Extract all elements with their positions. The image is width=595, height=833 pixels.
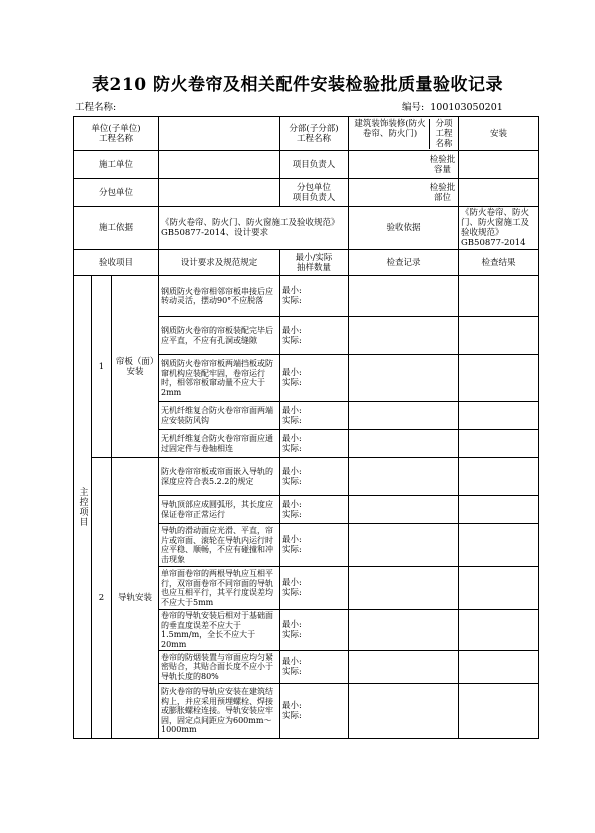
document-title: 表210 防火卷帘及相关配件安装检验批质量验收记录: [92, 75, 503, 95]
item-name-label: 分项工程名称: [429, 119, 456, 149]
subcontract-unit-value[interactable]: [159, 179, 280, 207]
requirement-text: 钢质防火卷帘的帘板装配完毕后应平直，不应有孔洞或缝隙: [159, 317, 280, 355]
actual-label: 实际:: [282, 296, 302, 306]
min-label: 最小:: [282, 368, 302, 378]
record-cell[interactable]: [349, 684, 459, 739]
actual-label: 实际:: [282, 335, 302, 346]
code-label: 编号:: [402, 102, 425, 113]
group-number: 1: [92, 276, 112, 458]
record-code: [402, 99, 503, 113]
main-control-label: 主控项目: [74, 276, 92, 739]
subunit-name-label: 分部(子分部) 工程名称: [280, 117, 349, 151]
min-label: 最小:: [282, 657, 302, 667]
requirement-text: 导轨的滑动面应光滑、平直，帘片或帘面、滚轮在导轨内运行时应平稳、顺畅，不应有碰撞和冲击现象: [159, 524, 280, 567]
actual-label: 实际:: [282, 443, 302, 454]
subunit-name-value: [349, 117, 459, 151]
requirement-text: 单帘面卷帘的两根导轨应互相平行，双帘面卷帘不同帘面的导轨也应互相平行，其平行度误差均不应大于5mm: [159, 567, 280, 610]
actual-label: 实际:: [282, 588, 302, 598]
result-cell[interactable]: [459, 567, 539, 610]
min-label: 最小:: [282, 535, 302, 545]
construction-unit-label: 施工单位: [74, 151, 159, 179]
subunit-value: 建筑装饰装修(防火卷帘、防火门): [354, 118, 426, 139]
unit-name-label: 单位(子单位) 工程名称: [74, 117, 159, 151]
requirement-text: 卷帘的导轨安装后相对于基础面的垂直度误差不应大于1.5mm/m，全长不应大于20mm: [159, 610, 280, 651]
record-cell[interactable]: [349, 610, 459, 651]
sample-cell[interactable]: [280, 524, 349, 567]
group-number: 2: [92, 458, 112, 739]
col-result: 检查结果: [459, 250, 539, 276]
record-cell[interactable]: [349, 402, 459, 430]
min-label: 最小:: [282, 433, 302, 444]
min-label: 最小:: [282, 499, 302, 510]
min-label: 最小:: [282, 701, 302, 711]
result-cell[interactable]: [459, 317, 539, 355]
record-cell[interactable]: [349, 496, 459, 524]
requirement-text: 无机纤维复合防火卷帘帘面应通过固定件与卷轴相连: [159, 430, 280, 458]
basis-value: 《防火卷帘、防火门、防火窗施工及验收规范》GB50877-2014、设计要求: [159, 207, 349, 250]
actual-label: 实际:: [282, 415, 302, 426]
record-cell[interactable]: [349, 430, 459, 458]
record-cell[interactable]: [349, 524, 459, 567]
min-label: 最小:: [282, 325, 302, 336]
requirement-text: 防火卷帘的导轨应安装在建筑结构上，并应采用预埋螺栓、焊接或膨胀螺栓连接。导轨安装应牢固，固定点间距应为600mm～1000mm: [159, 684, 280, 739]
sample-cell[interactable]: [280, 402, 349, 430]
actual-label: 实际:: [282, 378, 302, 388]
sample-cell[interactable]: [280, 610, 349, 651]
item-name-value: 安装: [459, 117, 539, 151]
requirement-text: 防火卷帘帘板或帘面嵌入导轨的深度应符合表5.2.2的规定: [159, 458, 280, 496]
batch-location-label: 检验批部位: [429, 182, 456, 203]
sample-cell[interactable]: [280, 276, 349, 317]
col-sample: 最小/实际 抽样数量: [280, 250, 349, 276]
project-name-label: 工程名称:: [75, 102, 117, 113]
unit-name-value[interactable]: [159, 117, 280, 151]
result-cell[interactable]: [459, 458, 539, 496]
accept-basis-label: 验收依据: [349, 207, 459, 250]
record-cell[interactable]: [349, 317, 459, 355]
result-cell[interactable]: [459, 610, 539, 651]
project-lead-value: [349, 151, 459, 179]
record-cell[interactable]: [349, 355, 459, 402]
actual-label: 实际:: [282, 711, 302, 721]
min-label: 最小:: [282, 578, 302, 588]
construction-unit-value[interactable]: [159, 151, 280, 179]
result-cell[interactable]: [459, 684, 539, 739]
sample-cell[interactable]: [280, 651, 349, 684]
result-cell[interactable]: [459, 524, 539, 567]
subcontract-lead-value: [349, 179, 459, 207]
actual-label: 实际:: [282, 476, 302, 487]
item-row: [74, 276, 539, 317]
group-name: 帘板（面）安装: [112, 276, 159, 458]
acceptance-table: [73, 116, 539, 739]
col-record: 检查记录: [349, 250, 459, 276]
sample-cell[interactable]: [280, 458, 349, 496]
accept-basis-value: 《防火卷帘、防火门、防火窗施工及验收规范》GB50877-2014: [459, 207, 539, 250]
record-cell[interactable]: [349, 458, 459, 496]
min-label: 最小:: [282, 466, 302, 477]
col-requirement: 设计要求及规范规定: [159, 250, 280, 276]
subcontract-unit-label: 分包单位: [74, 179, 159, 207]
result-cell[interactable]: [459, 496, 539, 524]
requirement-text: 卷帘的防烟装置与帘面应均匀紧密贴合，其贴合面长度不应小于导轨长度的80%: [159, 651, 280, 684]
sample-cell[interactable]: [280, 430, 349, 458]
requirement-text: 钢质防火卷帘相邻帘板串接后应转动灵活，摆动90°不应脱落: [159, 276, 280, 317]
project-lead-label: 项目负责人: [280, 151, 349, 179]
sample-cell[interactable]: [280, 355, 349, 402]
result-cell[interactable]: [459, 430, 539, 458]
sample-cell[interactable]: [280, 317, 349, 355]
result-cell[interactable]: [459, 651, 539, 684]
record-cell[interactable]: [349, 276, 459, 317]
sample-cell[interactable]: [280, 496, 349, 524]
result-cell[interactable]: [459, 402, 539, 430]
result-cell[interactable]: [459, 355, 539, 402]
subcontract-lead-label: 分包单位 项目负责人: [280, 179, 349, 207]
actual-label: 实际:: [282, 509, 302, 520]
code-value: 100103050201: [430, 102, 503, 113]
actual-label: 实际:: [282, 667, 302, 677]
actual-label: 实际:: [282, 630, 302, 640]
min-label: 最小:: [282, 405, 302, 416]
sample-cell[interactable]: [280, 684, 349, 739]
col-item: 验收项目: [74, 250, 159, 276]
group-name: 导轨安装: [112, 458, 159, 739]
requirement-text: 钢质防火卷帘帘板两端挡板或防窜机构应装配牢固，卷帘运行时，相邻帘板窜动量不应大于2mm: [159, 355, 280, 402]
record-cell[interactable]: [349, 567, 459, 610]
requirement-text: 无机纤维复合防火卷帘帘面两端应安装防风钩: [159, 402, 280, 430]
sample-cell[interactable]: [280, 567, 349, 610]
actual-label: 实际:: [282, 545, 302, 555]
record-cell[interactable]: [349, 651, 459, 684]
basis-label: 施工依据: [74, 207, 159, 250]
requirement-text: 导轨顶部应成圆弧形，其长度应保证卷帘正常运行: [159, 496, 280, 524]
batch-location-value[interactable]: [459, 179, 539, 207]
batch-capacity-label: 检验批容量: [429, 154, 456, 175]
result-cell[interactable]: [459, 276, 539, 317]
batch-capacity-value[interactable]: [459, 151, 539, 179]
min-label: 最小:: [282, 286, 302, 296]
item-row: [74, 458, 539, 496]
min-label: 最小:: [282, 620, 302, 630]
